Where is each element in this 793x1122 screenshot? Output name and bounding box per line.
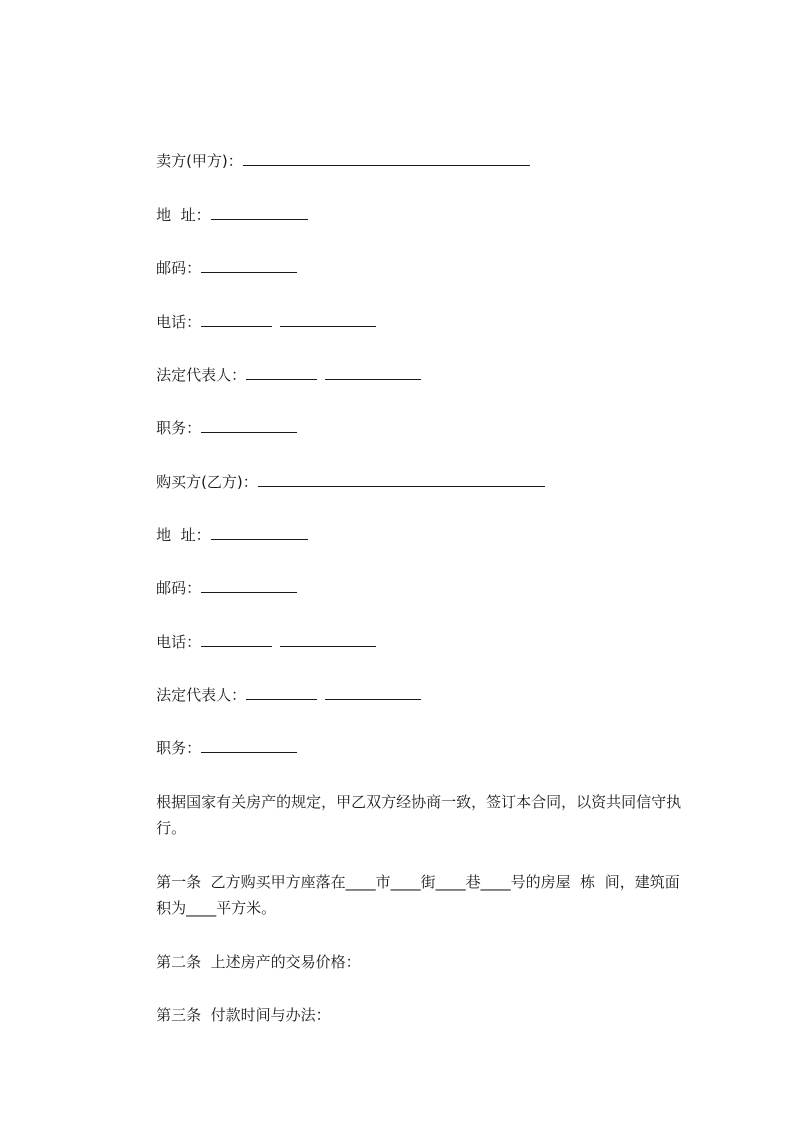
article-2 <box>137 932 361 992</box>
buyer-postcode-label: 邮码： <box>156 579 202 597</box>
article-3-text: 第三条 付款时间与办法： <box>156 1006 331 1024</box>
seller-position-row <box>137 398 297 458</box>
seller-phone-blank-2 <box>280 312 376 327</box>
intro-text-2: 行。 <box>156 819 187 837</box>
seller-postcode-blank <box>201 258 297 273</box>
buyer-phone-blank-1 <box>201 632 272 647</box>
article-1-line-2 <box>137 878 276 938</box>
article-1-text-2: 积为____平方米。 <box>156 899 277 917</box>
intro-paragraph-line-1 <box>137 772 681 832</box>
intro-text-1: 根据国家有关房产的规定，甲乙双方经协商一致，签订本合同，以资共同信守执 <box>156 793 682 811</box>
buyer-phone-label: 电话： <box>156 633 202 651</box>
article-2-text: 第二条 上述房产的交易价格： <box>156 953 361 971</box>
seller-postcode-label: 邮码： <box>156 259 202 277</box>
seller-position-blank <box>201 418 297 433</box>
seller-address-row <box>137 185 308 245</box>
seller-legal-rep-blank-1 <box>246 365 317 380</box>
article-3 <box>137 985 331 1045</box>
buyer-legal-rep-blank-2 <box>325 685 421 700</box>
seller-phone-row <box>137 292 376 352</box>
buyer-postcode-blank <box>201 578 297 593</box>
buyer-position-blank <box>201 738 297 753</box>
buyer-legal-rep-label: 法定代表人： <box>156 686 247 704</box>
buyer-name-blank <box>258 472 545 487</box>
buyer-address-label: 地 址： <box>156 526 211 544</box>
intro-paragraph-line-2 <box>137 798 186 858</box>
seller-legal-rep-label: 法定代表人： <box>156 366 247 384</box>
buyer-legal-rep-row <box>137 665 421 725</box>
seller-phone-label: 电话： <box>156 313 202 331</box>
article-1-text-1: 第一条 乙方购买甲方座落在____市____街____巷____号的房屋 栋 间，建筑面 <box>156 873 680 891</box>
seller-address-blank <box>211 205 308 220</box>
buyer-row <box>137 452 545 512</box>
buyer-phone-blank-2 <box>280 632 376 647</box>
buyer-phone-row <box>137 612 376 672</box>
buyer-address-blank <box>211 525 308 540</box>
seller-row <box>137 131 530 191</box>
buyer-position-label: 职务： <box>156 739 202 757</box>
buyer-label: 购买方(乙方)： <box>156 473 258 491</box>
buyer-address-row <box>137 505 308 565</box>
seller-phone-blank-1 <box>201 312 272 327</box>
seller-postcode-row <box>137 238 297 298</box>
buyer-postcode-row <box>137 558 297 618</box>
seller-legal-rep-blank-2 <box>325 365 421 380</box>
seller-name-blank <box>243 151 530 166</box>
seller-address-label: 地 址： <box>156 206 211 224</box>
seller-legal-rep-row <box>137 345 421 405</box>
seller-label: 卖方(甲方)： <box>156 152 243 170</box>
buyer-position-row <box>137 718 297 778</box>
seller-position-label: 职务： <box>156 419 202 437</box>
buyer-legal-rep-blank-1 <box>246 685 317 700</box>
